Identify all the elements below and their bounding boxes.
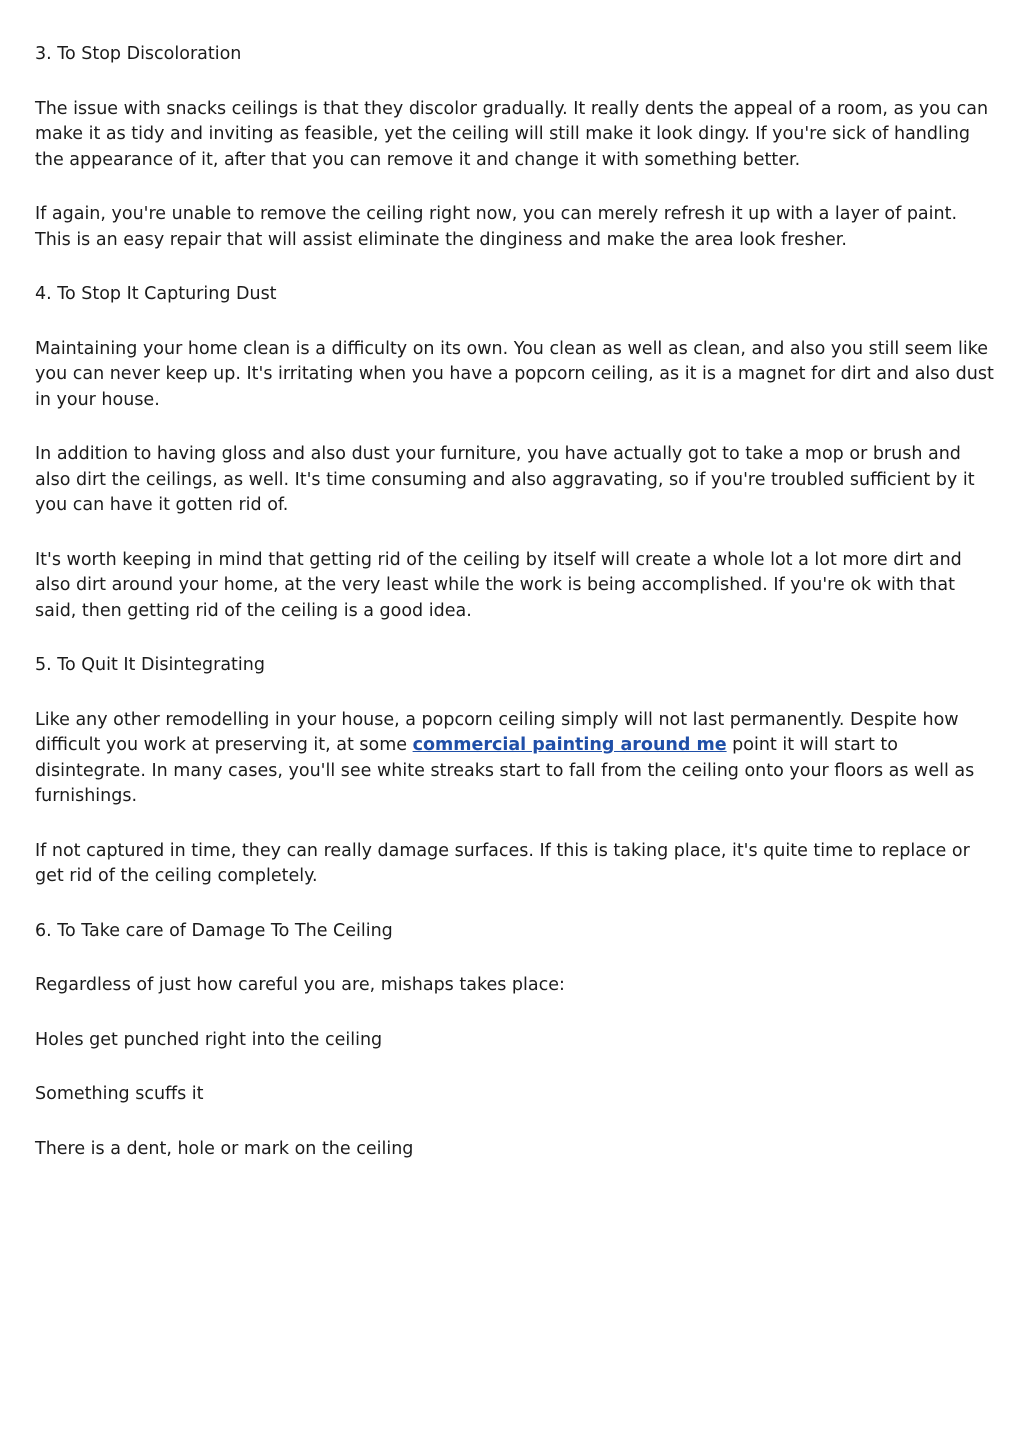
section-heading: 6. To Take care of Damage To The Ceiling <box>35 920 393 941</box>
paragraph: It's worth keeping in mind that getting rid of the ceiling by itself will create a whole lot a lot more dirt and also dirt around your home, at the very least while the work is being accomplished. If you're ok with that said, then getting rid of the ceiling is a good idea. <box>35 549 962 621</box>
list-item: Something scuffs it <box>35 1084 204 1104</box>
paragraph-text: point it will start to disintegrate. In many cases, you'll see white streaks start to fall from the ceiling onto your floors as well as furnishings. <box>35 735 975 806</box>
document-body <box>35 42 995 1191</box>
list-item: Holes get punched right into the ceiling <box>35 1029 383 1050</box>
paragraph: Maintaining your home clean is a difficulty on its own. You clean as well as clean, and also you still seem like you can never keep up. It's irritating when you have a popcorn ceiling, as it is a magnet for dirt and also dust in your house. <box>35 338 994 410</box>
paragraph-with-link <box>35 708 995 810</box>
list-item: There is a dent, hole or mark on the ceiling <box>35 1138 414 1159</box>
commercial-painting-link[interactable]: commercial painting around me <box>412 735 727 755</box>
paragraph-text: Like any other remodelling in your house, a popcorn ceiling simply will not last permanently. Despite how difficult you work at preserving it, at some <box>35 709 959 755</box>
paragraph: If again, you're unable to remove the ceiling right now, you can merely refresh it up with a layer of paint. This is an easy repair that will assist eliminate the dinginess and make the area look fresher. <box>35 204 958 250</box>
paragraph: The issue with snacks ceilings is that they discolor gradually. It really dents the appeal of a room, as you can make it as tidy and inviting as feasible, yet the ceiling will still make it look dingy. If you're sick of handling the appearance of it, after that you can remove it and change it with something better. <box>35 98 989 170</box>
paragraph: In addition to having gloss and also dust your furniture, you have actually got to take a mop or brush and also dirt the ceilings, as well. It's time consuming and also aggravating, so if you're troubled sufficient by it you can have it gotten rid of. <box>35 444 975 515</box>
paragraph: Regardless of just how careful you are, mishaps takes place: <box>35 975 565 995</box>
section-heading: 4. To Stop It Capturing Dust <box>35 284 277 304</box>
paragraph: If not captured in time, they can really damage surfaces. If this is taking place, it's quite time to replace or get rid of the ceiling completely. <box>35 840 970 886</box>
section-heading: 3. To Stop Discoloration <box>35 44 242 64</box>
section-heading: 5. To Quit It Disintegrating <box>35 655 265 675</box>
